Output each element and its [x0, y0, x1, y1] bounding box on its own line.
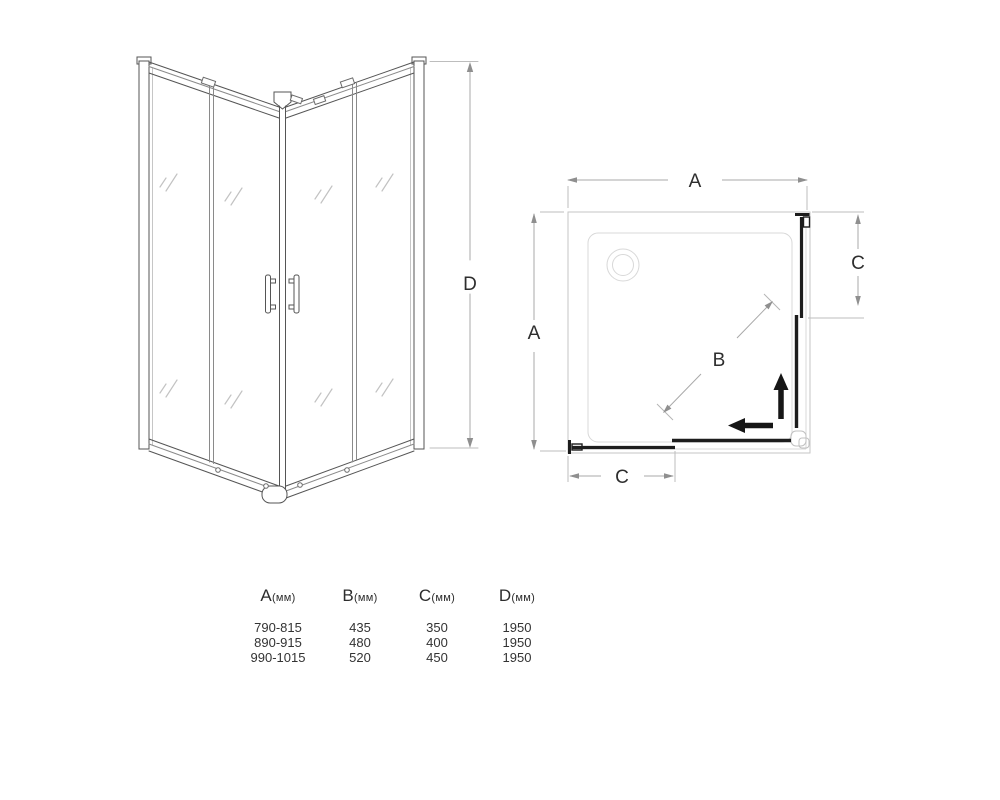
dimension-table-header [232, 586, 562, 606]
arrow-down-icon [531, 440, 537, 450]
door-handles [266, 275, 300, 313]
dimension-a-top [567, 171, 808, 210]
dimension-c-bottom [568, 451, 675, 488]
col-header-a: A(мм) [260, 586, 296, 605]
dimension-b-diagonal [657, 294, 780, 420]
cell-b: 520 [349, 650, 371, 665]
arrow-left-icon [728, 418, 745, 433]
arrow-right-icon [798, 177, 808, 183]
cell-d: 1950 [502, 635, 532, 650]
table-row [232, 650, 562, 665]
glass-panels-plan [570, 215, 810, 455]
cell-c: 350 [426, 620, 448, 635]
shower-tray [588, 233, 792, 442]
arrow-up-icon [855, 214, 861, 224]
arrow-down-icon [855, 296, 861, 306]
dim-label-a-top: A [688, 171, 702, 192]
roller-details [201, 77, 354, 488]
dim-label-c-right: C [851, 253, 865, 274]
cell-a: 990-1015 [250, 650, 306, 665]
dim-label-c-bottom: C [615, 467, 629, 488]
arrow-left-icon [567, 177, 577, 183]
enclosure-outline [568, 212, 810, 453]
dim-label-b: B [712, 350, 726, 371]
glass-shine-marks [160, 174, 393, 408]
left-wall-profile [137, 57, 153, 449]
slide-direction-arrows [728, 373, 789, 433]
cell-c: 450 [426, 650, 448, 665]
cell-d: 1950 [502, 650, 532, 665]
col-header-d: D(мм) [498, 586, 536, 605]
right-wall-profile [411, 57, 427, 449]
cell-b: 480 [349, 635, 371, 650]
arrow-down-icon [467, 438, 473, 448]
cell-b: 435 [349, 620, 371, 635]
cell-d: 1950 [502, 620, 532, 635]
col-header-c: C(мм) [418, 586, 456, 605]
cell-a: 790-815 [254, 620, 302, 635]
cell-a: 890-915 [254, 635, 302, 650]
dimension-table [232, 586, 562, 665]
table-row [232, 635, 562, 650]
arrow-up-icon [531, 213, 537, 223]
arrow-up-icon [467, 62, 473, 72]
front-perspective-view [137, 57, 478, 503]
dimension-d [430, 62, 478, 449]
arrow-left-icon [569, 473, 579, 479]
dimension-a-left [528, 212, 566, 451]
table-row [232, 620, 562, 635]
dimension-c-right [808, 212, 865, 318]
arrow-up-icon [774, 373, 789, 390]
drain-icon [607, 249, 639, 281]
col-header-b: B(мм) [342, 586, 378, 605]
dim-label-d: D [463, 274, 477, 295]
arrow-right-icon [664, 473, 674, 479]
bottom-rail-right [286, 439, 414, 498]
dim-label-a-left: A [527, 323, 541, 344]
cell-c: 400 [426, 635, 448, 650]
top-rail-right [286, 62, 414, 118]
plan-view [528, 171, 865, 488]
